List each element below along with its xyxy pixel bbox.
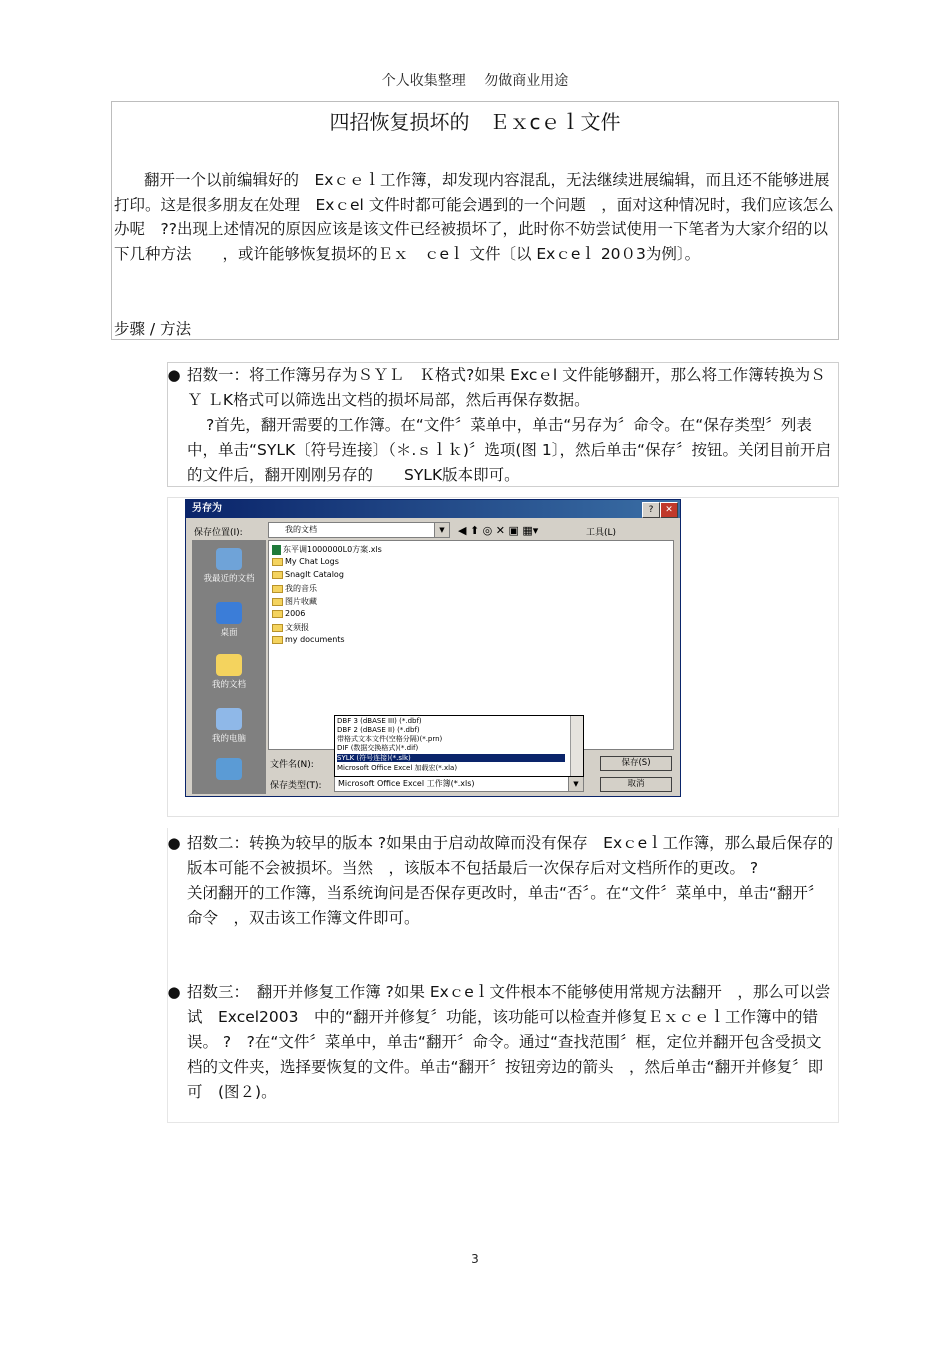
desktop-icon: [216, 602, 242, 624]
network-icon: [216, 758, 242, 780]
filetype-option[interactable]: Microsoft Office Excel 加载宏(*.xla): [337, 764, 458, 772]
folder-item[interactable]: 我的音乐: [272, 583, 317, 594]
folder-item[interactable]: 文须报: [272, 622, 309, 633]
filetype-option[interactable]: DBF 3 (dBASE III) (*.dbf): [337, 717, 422, 725]
dialog-title: 另存为: [186, 500, 680, 518]
filename-label: 文件名(N):: [270, 760, 314, 770]
places-bar: [192, 540, 266, 794]
cancel-button[interactable]: 取消: [600, 777, 672, 792]
save-button[interactable]: 保存(S): [600, 756, 672, 771]
folder-item[interactable]: 图片收藏: [272, 596, 317, 607]
filetype-option-selected[interactable]: SYLK (符号连接)(*.slk): [337, 754, 565, 762]
bullet-icon: ●: [167, 366, 181, 384]
method1-text: [168, 363, 836, 488]
places-recent[interactable]: 我最近的文档: [192, 548, 266, 584]
folder-icon: [272, 571, 283, 579]
folder-icon: [272, 624, 283, 632]
method1-line1: 招数一：将工作簿另存为ＳＹＬ Ｋ格式?如果 Excｅl 文件能够翻开，那么将工作簿转换为ＳＹ ＬK格式可以筛选出文档的损坏局部，然后再保存数据。: [187, 366, 826, 409]
folder-item[interactable]: SnagIt Catalog: [272, 570, 344, 579]
computer-icon: [216, 708, 242, 730]
save-in-label: 保存位置(I):: [194, 528, 243, 538]
folder-item[interactable]: my documents: [272, 635, 345, 644]
folder-icon: [272, 558, 283, 566]
tools-menu[interactable]: 工具(L): [586, 528, 617, 538]
chevron-down-icon: ▼: [568, 777, 583, 791]
folder-icon: [272, 636, 283, 644]
places-desktop[interactable]: 桌面: [192, 602, 266, 638]
filetype-select[interactable]: Microsoft Office Excel 工作簿(*.xls) ▼: [334, 776, 584, 792]
save-in-value: 我的文档: [285, 525, 317, 534]
filetype-dropdown: [334, 715, 584, 777]
close-button[interactable]: ✕: [660, 502, 678, 518]
method1-line2: ?首先，翻开需要的工作簿。在“文件〞菜单中，单击“另存为〞命令。在“保存类型〞列表中，单击“SYLK〔符号连接〕（＊.ｓｌｋ)〞选项(图 1〕，然后单击“保存〞按钮。关闭目前开启的文件后，翻开刚刚另存的 SYLK版本即可。: [187, 416, 831, 484]
filetype-option[interactable]: 带格式文本文件(空格分隔)(*.prn): [337, 735, 443, 743]
header-note: 个人收集整理 勿做商业用途: [381, 73, 569, 89]
methods-box: [167, 828, 839, 1123]
page-title: 四招恢复损坏的 Ｅｘcｅｌ文件: [329, 110, 621, 134]
intro-box: [111, 101, 839, 340]
filetype-option[interactable]: DBF 2 (dBASE II) (*.dbf): [337, 726, 420, 734]
places-computer[interactable]: 我的电脑: [192, 708, 266, 744]
folder-item[interactable]: My Chat Logs: [272, 557, 339, 566]
file-item[interactable]: 东平调1000000L0方案.xls: [272, 544, 382, 555]
folder-icon: [272, 598, 283, 606]
toolbar-icons[interactable]: ◀ ⬆ ◎ ✕ ▣ ▦▾: [458, 524, 539, 537]
method2-text: [168, 831, 836, 931]
places-network[interactable]: [192, 758, 266, 782]
folder-icon: [272, 585, 283, 593]
folder-icon: [272, 610, 283, 618]
bullet-icon: ●: [167, 834, 181, 852]
folder-item[interactable]: 2006: [272, 609, 305, 618]
intro-text: 翻开一个以前编辑好的 Exｃｅｌ工作簿，却发现内容混乱，无法继续进展编辑，而且还不能够进展打印。这是很多朋友在处理 Exｃel 文件时都可能会遇到的一个问题 ，面对这种情况时，我们应该怎么办呢 ??出现上述情况的原因应该是该文件已经被损坏了，此时你不妨尝试使用一下笔者为大家介绍的以下几种方法 ，或许能够恢复损坏的Ｅｘ ｃeｌ 文件〔以 Exｃeｌ 20０3为例〕。: [114, 171, 834, 263]
bullet-icon: ●: [167, 983, 181, 1001]
method3-text: [168, 980, 836, 1105]
help-button[interactable]: ?: [642, 502, 660, 518]
chevron-down-icon: ▼: [434, 523, 449, 537]
steps-label: 步骤 / 方法: [114, 320, 192, 338]
method1-box: [167, 362, 839, 487]
recent-icon: [216, 548, 242, 570]
filetype-option[interactable]: DIF (数据交换格式)(*.dif): [337, 744, 419, 752]
method2-line1: 招数二：转换为较早的版本 ?如果由于启动故障而没有保存 Exｃeｌ工作簿，那么最后保存的版本可能不会被损坏。当然 ，该版本不包括最后一次保存后对文档所作的更改。 ?: [187, 834, 834, 877]
save-in-select[interactable]: [268, 522, 450, 538]
page-number: 3: [471, 1252, 479, 1266]
method3-line1: 招数三： 翻开并修复工作簿 ?如果 Exｃeｌ文件根本不能够使用常规方法翻开 ，那么可以尝试 Excel2003 中的“翻开并修复〞功能，该功能可以检查并修复Ｅｘｃｅｌ工作簿中的错误。 ? ?在“文件〞菜单中，单击“翻开〞命令。通过“查找范围〞框，定位并翻开包含受损文档的文件夹，选择要恢复的文件。单击“翻开〞按钮旁边的箭头 ，然后单击“翻开并修复〞即可 (图２)。: [187, 983, 831, 1101]
save-as-dialog: [185, 499, 681, 797]
excel-file-icon: [272, 545, 281, 555]
method2-line2: 关闭翻开的工作簿，当系统询问是否保存更改时，单击“否〞。在“文件〞菜单中，单击“翻开〞命令 ，双击该工作簿文件即可。: [187, 884, 824, 927]
filetype-label: 保存类型(T):: [270, 781, 322, 791]
documents-icon: [216, 654, 242, 676]
dropdown-scrollbar[interactable]: [570, 716, 583, 776]
intro-paragraph: [114, 168, 836, 266]
places-documents[interactable]: 我的文档: [192, 654, 266, 690]
